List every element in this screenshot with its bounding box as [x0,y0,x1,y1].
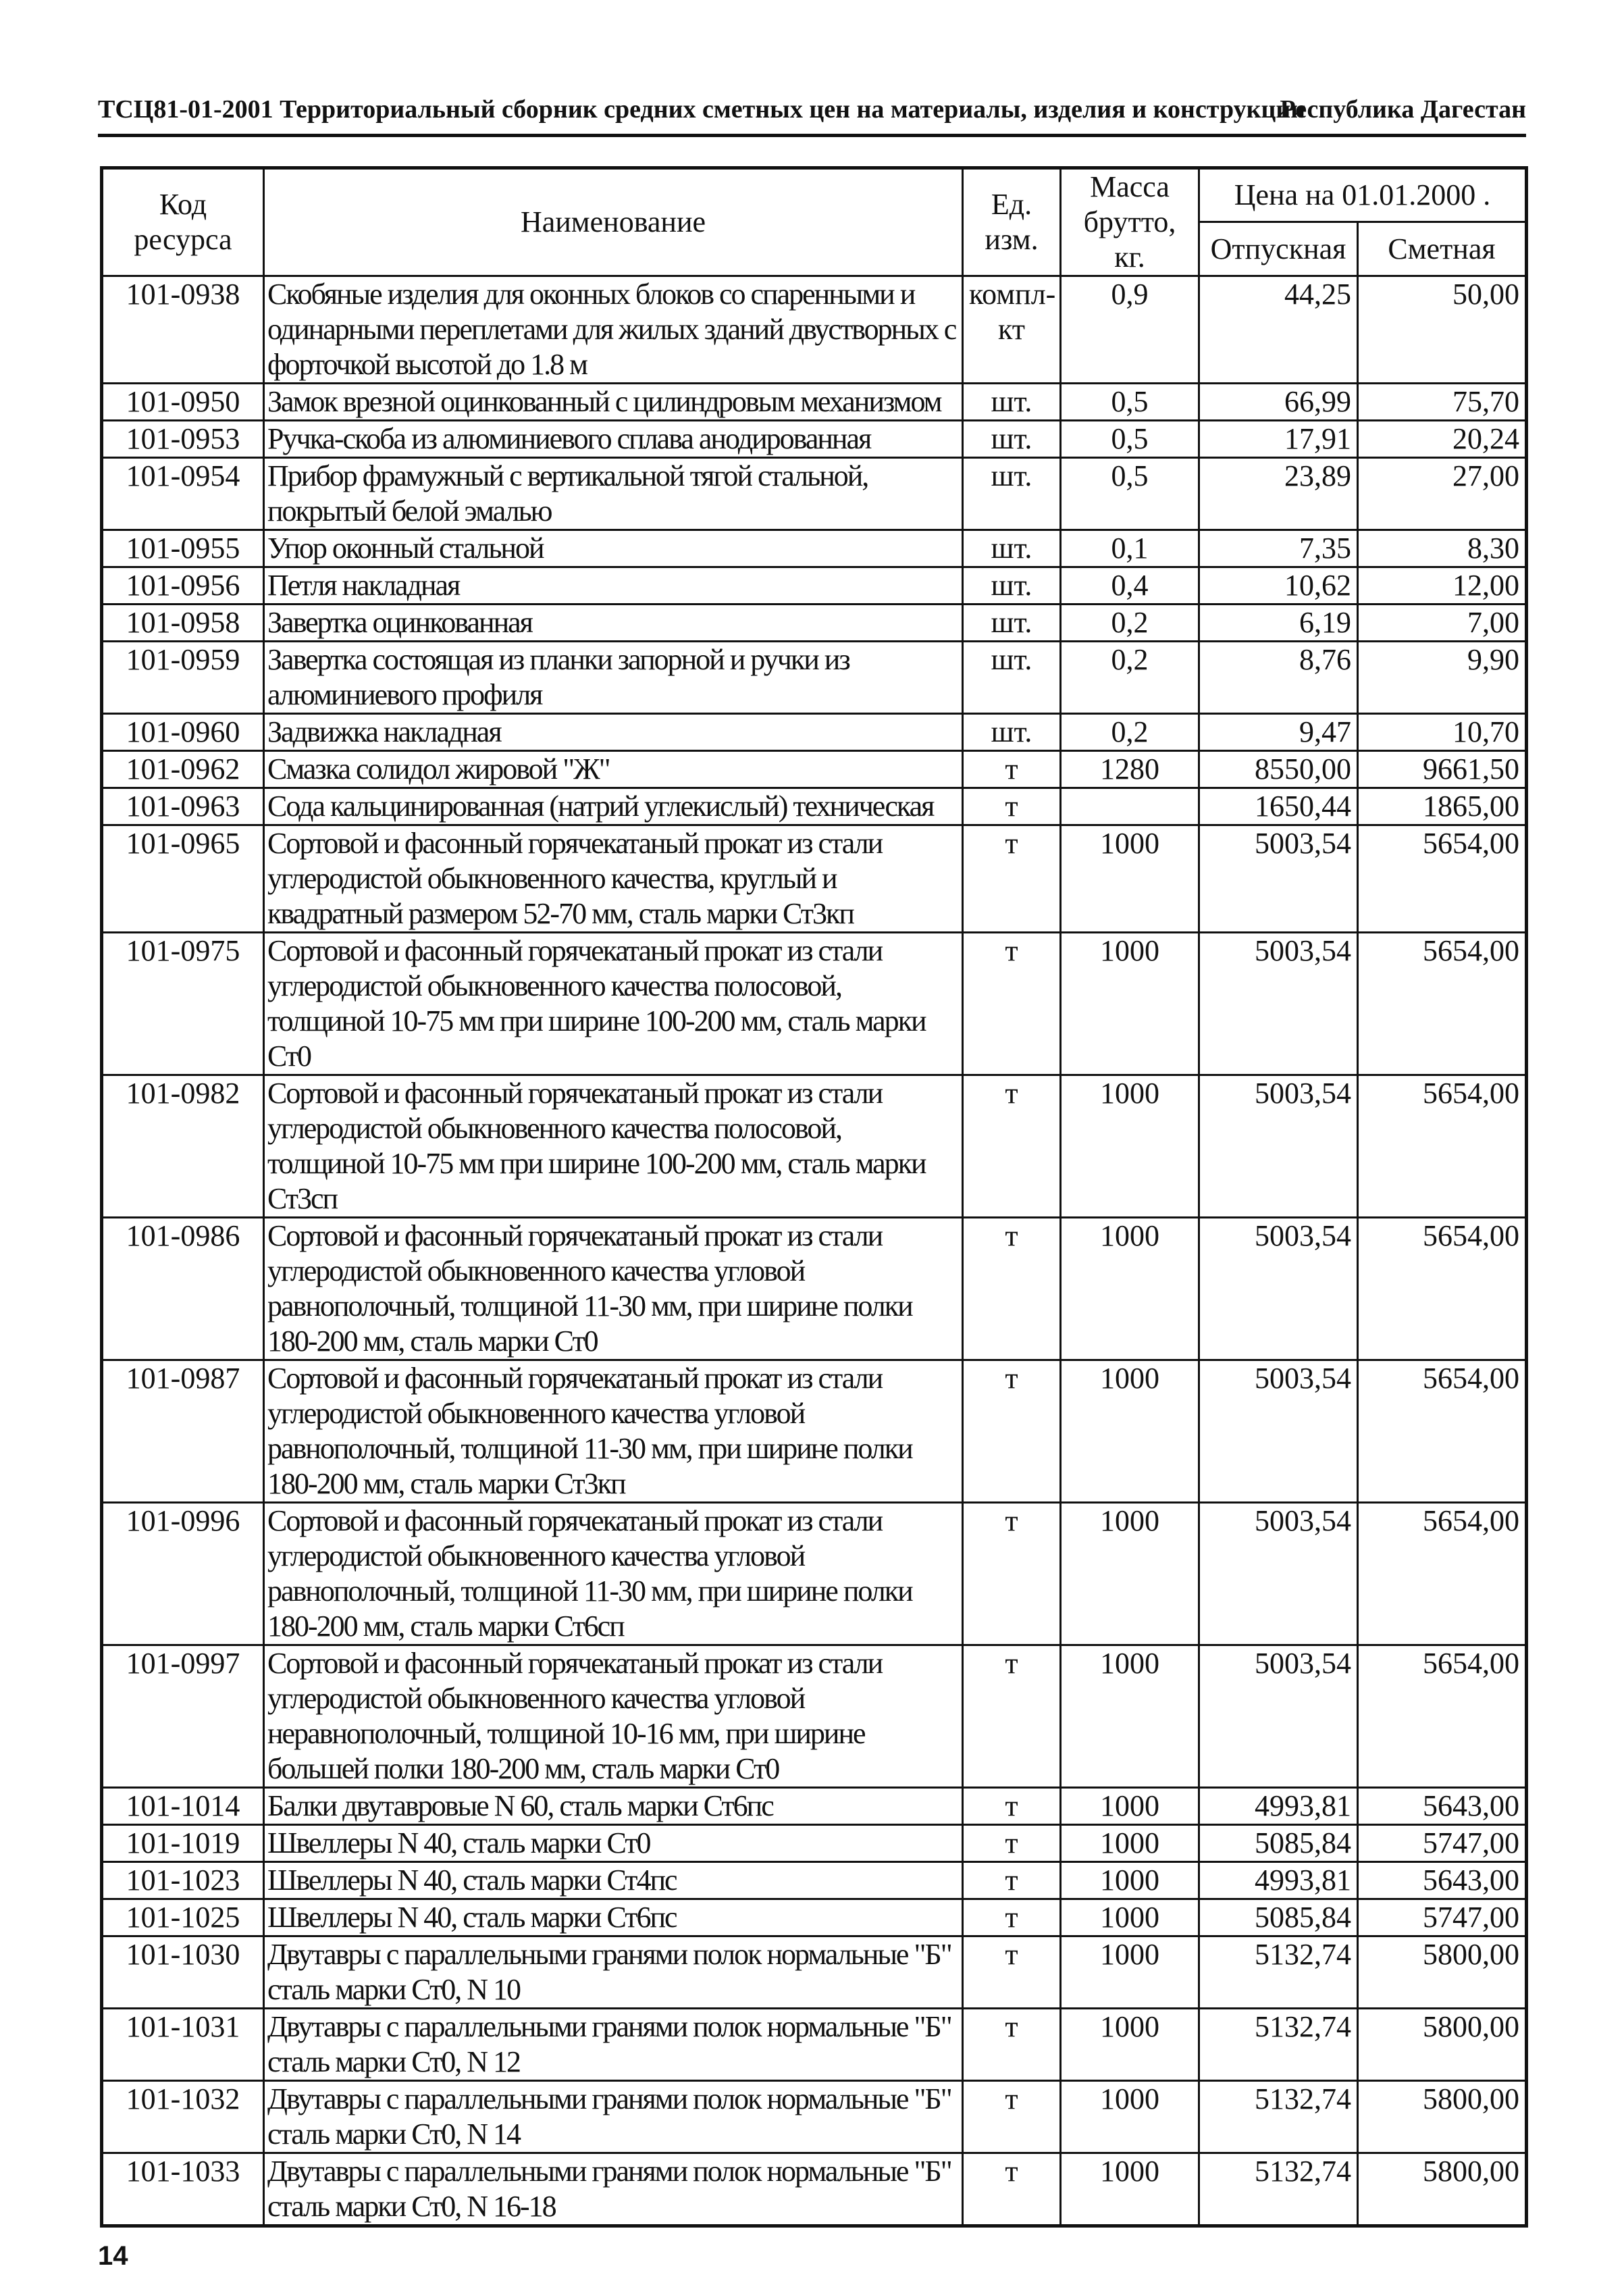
resource-code-cell: 101-0975 [102,933,264,1075]
estimate-price-cell: 20,24 [1358,421,1527,458]
resource-name-cell: Сортовой и фасонный горячекатаный прокат из стали углеродистой обыкновенного качества угловой равнополочный, толщиной 11-30 мм, при ширине полки 180-200 мм, сталь марки Ст6сп [264,1503,963,1645]
estimate-price-cell: 10,70 [1358,714,1527,751]
release-price-cell: 5003,54 [1199,1503,1358,1645]
estimate-price-cell: 5800,00 [1358,2081,1527,2153]
resource-code-cell: 101-0963 [102,788,264,825]
unit-cell: шт. [963,642,1061,714]
resource-code-cell: 101-1032 [102,2081,264,2153]
resource-name-cell: Сода кальцинированная (натрий углекислый) техническая [264,788,963,825]
table-row [102,933,1527,1075]
resource-code-cell: 101-0965 [102,825,264,933]
estimate-price-cell: 5654,00 [1358,933,1527,1075]
release-price-cell: 5003,54 [1199,825,1358,933]
resource-code-cell: 101-1023 [102,1862,264,1899]
resource-code-cell: 101-1033 [102,2153,264,2226]
release-price-cell: 5132,74 [1199,2009,1358,2081]
table-row [102,788,1527,825]
resource-code-cell: 101-0938 [102,276,264,384]
estimate-price-cell: 5800,00 [1358,1936,1527,2009]
table-row [102,751,1527,788]
resource-name-cell: Швеллеры N 40, сталь марки Ст4пс [264,1862,963,1899]
resource-code-cell: 101-0987 [102,1360,264,1503]
resource-name-cell: Сортовой и фасонный горячекатаный прокат из стали углеродистой обыкновенного качества, круглый и квадратный размером 52-70 мм, сталь марки Ст3кп [264,825,963,933]
estimate-price-cell: 5654,00 [1358,1075,1527,1218]
estimate-price-cell: 9661,50 [1358,751,1527,788]
resource-name-cell: Упор оконный стальной [264,530,963,567]
table-row [102,605,1527,642]
table-row [102,384,1527,421]
resource-name-cell: Швеллеры N 40, сталь марки Ст6пс [264,1899,963,1936]
resource-code-cell: 101-0986 [102,1218,264,1360]
unit-cell: т [963,1936,1061,2009]
release-price-cell: 5003,54 [1199,933,1358,1075]
table-row [102,1075,1527,1218]
estimate-price-cell: 7,00 [1358,605,1527,642]
release-price-cell: 8,76 [1199,642,1358,714]
estimate-price-cell: 5643,00 [1358,1862,1527,1899]
mass-cell: 1000 [1061,825,1199,933]
unit-cell: т [963,2153,1061,2226]
estimate-price-cell: 8,30 [1358,530,1527,567]
unit-cell: т [963,933,1061,1075]
unit-cell: т [963,825,1061,933]
col-header-name: Наименование [264,168,963,276]
table-row [102,1218,1527,1360]
mass-cell: 1000 [1061,1218,1199,1360]
table-row [102,1862,1527,1899]
mass-cell: 1000 [1061,1645,1199,1788]
release-price-cell: 5003,54 [1199,1360,1358,1503]
release-price-cell: 4993,81 [1199,1788,1358,1825]
release-price-cell: 5003,54 [1199,1645,1358,1788]
unit-cell: т [963,1503,1061,1645]
table-row [102,825,1527,933]
resource-code-cell: 101-1014 [102,1788,264,1825]
resource-name-cell: Ручка-скоба из алюминиевого сплава анодированная [264,421,963,458]
unit-cell: т [963,788,1061,825]
mass-cell: 1000 [1061,1825,1199,1862]
resource-name-cell: Смазка солидол жировой "Ж" [264,751,963,788]
table-row [102,530,1527,567]
estimate-price-cell: 27,00 [1358,458,1527,530]
mass-cell: 0,2 [1061,605,1199,642]
mass-cell: 0,9 [1061,276,1199,384]
resource-name-cell: Скобяные изделия для оконных блоков со спаренными и одинарными переплетами для жилых зданий двустворных с форточкой высотой до 1.8 м [264,276,963,384]
unit-cell: компл-кт [963,276,1061,384]
resource-code-cell: 101-0996 [102,1503,264,1645]
unit-cell: т [963,1075,1061,1218]
mass-cell: 0,1 [1061,530,1199,567]
resource-name-cell: Замок врезной оцинкованный с цилиндровым механизмом [264,384,963,421]
mass-cell: 1000 [1061,2081,1199,2153]
release-price-cell: 23,89 [1199,458,1358,530]
mass-cell [1061,788,1199,825]
estimate-price-cell: 5654,00 [1358,1218,1527,1360]
resource-name-cell: Задвижка накладная [264,714,963,751]
resource-code-cell: 101-1030 [102,1936,264,2009]
mass-cell: 1280 [1061,751,1199,788]
resource-name-cell: Сортовой и фасонный горячекатаный прокат из стали углеродистой обыкновенного качества полосовой, толщиной 10-75 мм при ширине 100-200 мм, сталь марки Ст0 [264,933,963,1075]
col-header-mass: Масса брутто, кг. [1061,168,1199,276]
collection-title: ТСЦ81-01-2001 Территориальный сборник средних сметных цен на материалы, изделия и конструкции [98,95,1306,124]
unit-cell: шт. [963,421,1061,458]
estimate-price-cell: 5643,00 [1358,1788,1527,1825]
resource-code-cell: 101-0959 [102,642,264,714]
region-name: Республика Дагестан [1280,95,1526,124]
table-row [102,276,1527,384]
table-row [102,421,1527,458]
release-price-cell: 5132,74 [1199,1936,1358,2009]
resource-name-cell: Сортовой и фасонный горячекатаный прокат из стали углеродистой обыкновенного качества полосовой, толщиной 10-75 мм при ширине 100-200 мм, сталь марки Ст3сп [264,1075,963,1218]
resource-name-cell: Двутавры с параллельными гранями полок нормальные "Б" сталь марки Ст0, N 16-18 [264,2153,963,2226]
release-price-cell: 6,19 [1199,605,1358,642]
resource-code-cell: 101-0958 [102,605,264,642]
release-price-cell: 5003,54 [1199,1218,1358,1360]
table-row [102,1360,1527,1503]
table-row [102,458,1527,530]
resource-code-cell: 101-0950 [102,384,264,421]
estimate-price-cell: 75,70 [1358,384,1527,421]
estimate-price-cell: 5747,00 [1358,1825,1527,1862]
release-price-cell: 4993,81 [1199,1862,1358,1899]
mass-cell: 1000 [1061,1075,1199,1218]
mass-cell: 1000 [1061,2009,1199,2081]
estimate-price-cell: 5654,00 [1358,825,1527,933]
table-row [102,2081,1527,2153]
table-row [102,2009,1527,2081]
release-price-cell: 5132,74 [1199,2081,1358,2153]
mass-cell: 1000 [1061,933,1199,1075]
resource-name-cell: Прибор фрамужный с вертикальной тягой стальной, покрытый белой эмалью [264,458,963,530]
resource-code-cell: 101-0953 [102,421,264,458]
price-table [100,166,1528,2228]
release-price-cell: 1650,44 [1199,788,1358,825]
unit-cell: т [963,1645,1061,1788]
resource-code-cell: 101-1025 [102,1899,264,1936]
mass-cell: 1000 [1061,2153,1199,2226]
resource-code-cell: 101-0956 [102,567,264,605]
page-number: 14 [98,2241,128,2271]
estimate-price-cell: 5654,00 [1358,1503,1527,1645]
table-row [102,642,1527,714]
table-row [102,1503,1527,1645]
resource-name-cell: Двутавры с параллельными гранями полок нормальные "Б" сталь марки Ст0, N 12 [264,2009,963,2081]
unit-cell: т [963,2009,1061,2081]
release-price-cell: 9,47 [1199,714,1358,751]
mass-cell: 1000 [1061,1899,1199,1936]
estimate-price-cell: 5654,00 [1358,1360,1527,1503]
table-row [102,1825,1527,1862]
estimate-price-cell: 5800,00 [1358,2153,1527,2226]
table-row [102,714,1527,751]
table-row [102,1936,1527,2009]
resource-name-cell: Сортовой и фасонный горячекатаный прокат из стали углеродистой обыкновенного качества угловой неравнополочный, толщиной 10-16 мм, при ширине большей полки 180-200 мм, сталь марки Ст0 [264,1645,963,1788]
release-price-cell: 5085,84 [1199,1899,1358,1936]
estimate-price-cell: 50,00 [1358,276,1527,384]
resource-name-cell: Двутавры с параллельными гранями полок нормальные "Б" сталь марки Ст0, N 14 [264,2081,963,2153]
col-header-code: Код ресурса [102,168,264,276]
resource-name-cell: Завертка оцинкованная [264,605,963,642]
resource-name-cell: Двутавры с параллельными гранями полок нормальные "Б" сталь марки Ст0, N 10 [264,1936,963,2009]
running-header [98,95,1526,128]
unit-cell: шт. [963,605,1061,642]
unit-cell: т [963,1899,1061,1936]
unit-cell: шт. [963,384,1061,421]
unit-cell: т [963,1218,1061,1360]
estimate-price-cell: 5747,00 [1358,1899,1527,1936]
estimate-price-cell: 12,00 [1358,567,1527,605]
mass-cell: 1000 [1061,1360,1199,1503]
unit-cell: шт. [963,458,1061,530]
price-rows [102,276,1527,2226]
release-price-cell: 5085,84 [1199,1825,1358,1862]
unit-cell: т [963,1360,1061,1503]
mass-cell: 1000 [1061,1788,1199,1825]
mass-cell: 1000 [1061,1936,1199,2009]
resource-code-cell: 101-0982 [102,1075,264,1218]
resource-code-cell: 101-0962 [102,751,264,788]
unit-cell: шт. [963,530,1061,567]
unit-cell: шт. [963,714,1061,751]
mass-cell: 0,5 [1061,458,1199,530]
resource-name-cell: Швеллеры N 40, сталь марки Ст0 [264,1825,963,1862]
resource-code-cell: 101-0955 [102,530,264,567]
release-price-cell: 5132,74 [1199,2153,1358,2226]
resource-name-cell: Петля накладная [264,567,963,605]
release-price-cell: 5003,54 [1199,1075,1358,1218]
estimate-price-cell: 9,90 [1358,642,1527,714]
release-price-cell: 44,25 [1199,276,1358,384]
col-header-price-group: Цена на 01.01.2000 . [1199,168,1527,222]
estimate-price-cell: 5654,00 [1358,1645,1527,1788]
mass-cell: 0,4 [1061,567,1199,605]
table-row [102,1788,1527,1825]
header-rule [98,134,1526,137]
resource-name-cell: Завертка состоящая из планки запорной и ручки из алюминиевого профиля [264,642,963,714]
release-price-cell: 10,62 [1199,567,1358,605]
estimate-price-cell: 5800,00 [1358,2009,1527,2081]
resource-code-cell: 101-0960 [102,714,264,751]
release-price-cell: 8550,00 [1199,751,1358,788]
table-row [102,1899,1527,1936]
resource-name-cell: Балки двутавровые N 60, сталь марки Ст6пс [264,1788,963,1825]
col-header-estimate-price: Сметная [1358,222,1527,276]
release-price-cell: 7,35 [1199,530,1358,567]
table-row [102,2153,1527,2226]
mass-cell: 0,2 [1061,642,1199,714]
resource-code-cell: 101-1019 [102,1825,264,1862]
unit-cell: т [963,2081,1061,2153]
mass-cell: 0,5 [1061,421,1199,458]
resource-code-cell: 101-1031 [102,2009,264,2081]
mass-cell: 1000 [1061,1862,1199,1899]
resource-code-cell: 101-0997 [102,1645,264,1788]
release-price-cell: 66,99 [1199,384,1358,421]
unit-cell: т [963,1825,1061,1862]
release-price-cell: 17,91 [1199,421,1358,458]
table-row [102,567,1527,605]
estimate-price-cell: 1865,00 [1358,788,1527,825]
unit-cell: т [963,751,1061,788]
table-row [102,1645,1527,1788]
resource-name-cell: Сортовой и фасонный горячекатаный прокат из стали углеродистой обыкновенного качества угловой равнополочный, толщиной 11-30 мм, при ширине полки 180-200 мм, сталь марки Ст3кп [264,1360,963,1503]
mass-cell: 0,5 [1061,384,1199,421]
col-header-release-price: Отпускная [1199,222,1358,276]
mass-cell: 0,2 [1061,714,1199,751]
unit-cell: шт. [963,567,1061,605]
resource-name-cell: Сортовой и фасонный горячекатаный прокат из стали углеродистой обыкновенного качества угловой равнополочный, толщиной 11-30 мм, при ширине полки 180-200 мм, сталь марки Ст0 [264,1218,963,1360]
unit-cell: т [963,1788,1061,1825]
resource-code-cell: 101-0954 [102,458,264,530]
unit-cell: т [963,1862,1061,1899]
mass-cell: 1000 [1061,1503,1199,1645]
col-header-unit: Ед. изм. [963,168,1061,276]
